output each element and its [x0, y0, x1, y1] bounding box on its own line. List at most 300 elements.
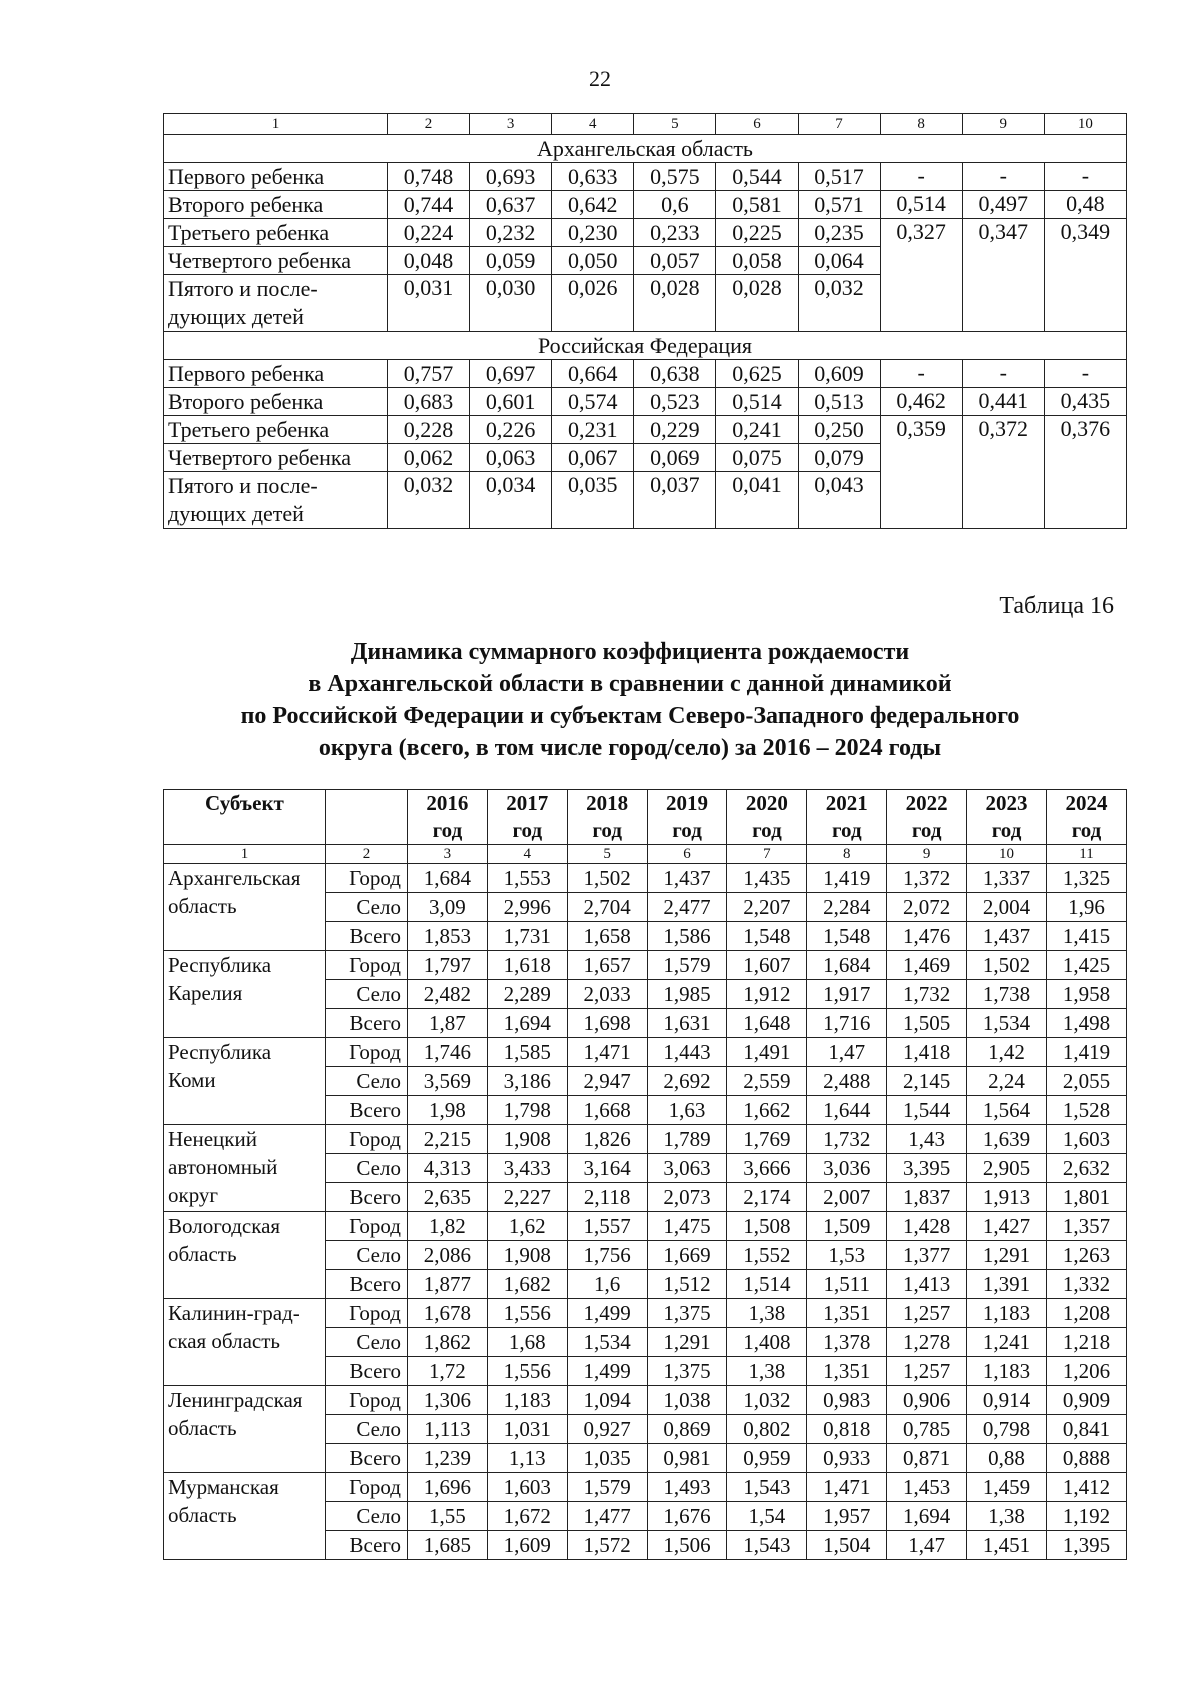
row-label: Пятого и после-дующих детей [164, 275, 388, 332]
cell-value: 1,68 [487, 1328, 567, 1357]
table-row [164, 360, 1127, 388]
cell-value: 1,502 [967, 951, 1047, 980]
column-number: 1 [164, 845, 326, 864]
row-label: Четвертого ребенка [164, 247, 388, 275]
row-label: Первого ребенка [164, 360, 388, 388]
cell-value: 1,469 [887, 951, 967, 980]
cell-value: 1,325 [1046, 864, 1126, 893]
cell-value: 1,579 [567, 1473, 647, 1502]
cell-value: 2,073 [647, 1183, 727, 1212]
year-header [487, 790, 567, 845]
table-row [164, 1125, 1127, 1154]
cell-value: 1,413 [887, 1270, 967, 1299]
cell-value: 1,648 [727, 1009, 807, 1038]
cell-value: - [880, 360, 962, 388]
cell-value: 2,482 [407, 980, 487, 1009]
cell-value: 0,034 [470, 472, 552, 529]
year-header [887, 790, 967, 845]
cell-value: 1,731 [487, 922, 567, 951]
cell-value: 1,543 [727, 1531, 807, 1560]
settlement-type: Город [325, 1038, 407, 1067]
year-word: год [832, 818, 862, 842]
cell-value: 0,693 [470, 163, 552, 191]
cell-value: 1,506 [647, 1531, 727, 1560]
table-row [164, 951, 1127, 980]
year-word: год [432, 818, 463, 842]
type-header [325, 790, 407, 845]
cell-value: 1,032 [727, 1386, 807, 1415]
cell-value: 1,564 [967, 1096, 1047, 1125]
cell-value: 1,669 [647, 1241, 727, 1270]
cell-value: 0,798 [967, 1415, 1047, 1444]
cell-value: 0,523 [634, 388, 716, 416]
cell-value: 0,757 [387, 360, 469, 388]
cell-value: 0,026 [552, 275, 634, 332]
table-title-line: Динамика суммарного коэффициента рождаемости [350, 639, 910, 665]
cell-value: 3,186 [487, 1067, 567, 1096]
cell-value: 3,395 [887, 1154, 967, 1183]
cell-value: 1,498 [1046, 1009, 1126, 1038]
settlement-type: Город [325, 1125, 407, 1154]
cell-value: 0,032 [798, 275, 880, 332]
cell-value: 1,618 [487, 951, 567, 980]
column-number: 5 [634, 114, 716, 135]
cell-value: 1,257 [887, 1299, 967, 1328]
cell-value: 2,004 [967, 893, 1047, 922]
cell-value: 0,030 [470, 275, 552, 332]
cell-value: 0,841 [1046, 1415, 1126, 1444]
cell-value: 1,756 [567, 1241, 647, 1270]
cell-value: 1,306 [407, 1386, 487, 1415]
settlement-type: Город [325, 1299, 407, 1328]
cell-value: 1,239 [407, 1444, 487, 1473]
cell-value: 1,62 [487, 1212, 567, 1241]
cell-value: - [1044, 360, 1126, 388]
cell-value: 0,064 [798, 247, 880, 275]
cell-value: 1,351 [807, 1357, 887, 1386]
cell-value: 0,376 [1044, 416, 1126, 529]
cell-value: 3,036 [807, 1154, 887, 1183]
cell-value: 0,232 [470, 219, 552, 247]
year-header [1046, 790, 1126, 845]
cell-value: 1,508 [727, 1212, 807, 1241]
cell-value: 1,425 [1046, 951, 1126, 980]
cell-value: 1,672 [487, 1502, 567, 1531]
cell-value: 1,644 [807, 1096, 887, 1125]
cell-value: 1,63 [647, 1096, 727, 1125]
cell-value: 0,037 [634, 472, 716, 529]
cell-value: 1,332 [1046, 1270, 1126, 1299]
cell-value: 1,451 [967, 1531, 1047, 1560]
subject-name: Калинин-град-ская область [164, 1299, 326, 1386]
column-number: 8 [807, 845, 887, 864]
settlement-type: Всего [325, 1009, 407, 1038]
cell-value: 1,443 [647, 1038, 727, 1067]
cell-value: - [962, 163, 1044, 191]
cell-value: 0,035 [552, 472, 634, 529]
table-title-line: по Российской Федерации и субъектам Северо-Западного федерального [240, 703, 1020, 729]
cell-value: 0,683 [387, 388, 469, 416]
cell-value: 0,933 [807, 1444, 887, 1473]
row-label: Третьего ребенка [164, 219, 388, 247]
cell-value: 3,433 [487, 1154, 567, 1183]
cell-value: 0,575 [634, 163, 716, 191]
cell-value: 2,174 [727, 1183, 807, 1212]
settlement-type: Село [325, 893, 407, 922]
settlement-type: Всего [325, 1531, 407, 1560]
cell-value: 0,079 [798, 444, 880, 472]
cell-value: 1,257 [887, 1357, 967, 1386]
cell-value: 0,697 [470, 360, 552, 388]
cell-value: 1,543 [727, 1473, 807, 1502]
cell-value: 0,050 [552, 247, 634, 275]
cell-value: 0,638 [634, 360, 716, 388]
cell-value: 1,437 [967, 922, 1047, 951]
cell-value: 1,657 [567, 951, 647, 980]
cell-value: 1,912 [727, 980, 807, 1009]
cell-value: 1,716 [807, 1009, 887, 1038]
cell-value: 0,075 [716, 444, 798, 472]
column-number: 3 [407, 845, 487, 864]
cell-value: 1,183 [967, 1299, 1047, 1328]
cell-value: 2,284 [807, 893, 887, 922]
cell-value: 0,517 [798, 163, 880, 191]
cell-value: 0,574 [552, 388, 634, 416]
subject-name: Ленинградская область [164, 1386, 326, 1473]
cell-value: 1,43 [887, 1125, 967, 1154]
cell-value: 1,38 [727, 1357, 807, 1386]
cell-value: 1,038 [647, 1386, 727, 1415]
cell-value: 2,632 [1046, 1154, 1126, 1183]
cell-value: 1,375 [647, 1357, 727, 1386]
cell-value: 1,853 [407, 922, 487, 951]
row-label: Третьего ребенка [164, 416, 388, 444]
cell-value: 1,471 [567, 1038, 647, 1067]
cell-value: 1,206 [1046, 1357, 1126, 1386]
cell-value: 1,47 [807, 1038, 887, 1067]
cell-value: 2,215 [407, 1125, 487, 1154]
cell-value: 2,905 [967, 1154, 1047, 1183]
cell-value: 2,055 [1046, 1067, 1126, 1096]
row-label: Пятого и после-дующих детей [164, 472, 388, 529]
cell-value: 1,035 [567, 1444, 647, 1473]
cell-value: 1,094 [567, 1386, 647, 1415]
table-row [164, 219, 1127, 247]
cell-value: 3,666 [727, 1154, 807, 1183]
cell-value: 3,09 [407, 893, 487, 922]
cell-value: 1,738 [967, 980, 1047, 1009]
cell-value: 1,96 [1046, 893, 1126, 922]
cell-value: 1,585 [487, 1038, 567, 1067]
cell-value: 1,556 [487, 1299, 567, 1328]
settlement-type: Село [325, 1502, 407, 1531]
table-row [164, 416, 1127, 444]
cell-value: 1,528 [1046, 1096, 1126, 1125]
cell-value: 1,183 [967, 1357, 1047, 1386]
cell-value: 1,241 [967, 1328, 1047, 1357]
cell-value: 0,231 [552, 416, 634, 444]
cell-value: 1,476 [887, 922, 967, 951]
cell-value: 1,684 [807, 951, 887, 980]
cell-value: 0,063 [470, 444, 552, 472]
column-number: 5 [567, 845, 647, 864]
cell-value: 1,678 [407, 1299, 487, 1328]
cell-value: 0,959 [727, 1444, 807, 1473]
cell-value: 0,871 [887, 1444, 967, 1473]
year-header [567, 790, 647, 845]
cell-value: 1,6 [567, 1270, 647, 1299]
cell-value: 1,38 [727, 1299, 807, 1328]
settlement-type: Село [325, 980, 407, 1009]
row-label: Первого ребенка [164, 163, 388, 191]
table-row [164, 388, 1127, 416]
column-number: 10 [1044, 114, 1126, 135]
cell-value: 1,557 [567, 1212, 647, 1241]
cell-value: 2,227 [487, 1183, 567, 1212]
cell-value: 0,241 [716, 416, 798, 444]
cell-value: 0,664 [552, 360, 634, 388]
cell-value: 1,696 [407, 1473, 487, 1502]
cell-value: 0,88 [967, 1444, 1047, 1473]
cell-value: 2,007 [807, 1183, 887, 1212]
cell-value: 1,631 [647, 1009, 727, 1038]
cell-value: 1,662 [727, 1096, 807, 1125]
cell-value: 1,471 [807, 1473, 887, 1502]
cell-value: 1,13 [487, 1444, 567, 1473]
cell-value: 1,113 [407, 1415, 487, 1444]
cell-value: 2,033 [567, 980, 647, 1009]
cell-value: 1,412 [1046, 1473, 1126, 1502]
table-row [164, 1038, 1127, 1067]
cell-value: 1,579 [647, 951, 727, 980]
cell-value: 1,395 [1046, 1531, 1126, 1560]
cell-value: 0,633 [552, 163, 634, 191]
cell-value: 1,42 [967, 1038, 1047, 1067]
year-header [807, 790, 887, 845]
cell-value: 1,419 [1046, 1038, 1126, 1067]
cell-value: 0,6 [634, 191, 716, 219]
cell-value: 1,415 [1046, 922, 1126, 951]
cell-value: 1,698 [567, 1009, 647, 1038]
cell-value: 2,559 [727, 1067, 807, 1096]
cell-value: 1,499 [567, 1357, 647, 1386]
cell-value: 0,609 [798, 360, 880, 388]
settlement-type: Село [325, 1241, 407, 1270]
cell-value: 1,668 [567, 1096, 647, 1125]
section-row [164, 332, 1127, 360]
cell-value: 2,118 [567, 1183, 647, 1212]
column-number: 7 [798, 114, 880, 135]
cell-value: 2,072 [887, 893, 967, 922]
cell-value: 0,906 [887, 1386, 967, 1415]
cell-value: 1,55 [407, 1502, 487, 1531]
cell-value: 1,789 [647, 1125, 727, 1154]
birth-order-table [163, 113, 1127, 529]
column-number-row [164, 114, 1127, 135]
cell-value: 1,437 [647, 864, 727, 893]
cell-value: 0,233 [634, 219, 716, 247]
cell-value: - [1044, 163, 1126, 191]
year-value: 2016 [426, 791, 469, 815]
cell-value: 1,732 [887, 980, 967, 1009]
cell-value: 0,250 [798, 416, 880, 444]
cell-value: 1,337 [967, 864, 1047, 893]
cell-value: 1,676 [647, 1502, 727, 1531]
section-title: Архангельская область [164, 135, 1127, 163]
cell-value: 1,908 [487, 1125, 567, 1154]
row-label: Второго ребенка [164, 191, 388, 219]
cell-value: 0,225 [716, 219, 798, 247]
year-header [407, 790, 487, 845]
year-value: 2021 [825, 791, 868, 815]
cell-value: 1,505 [887, 1009, 967, 1038]
subject-header: Субъект [164, 790, 326, 845]
subject-name: Архангельская область [164, 864, 326, 951]
cell-value: 0,914 [967, 1386, 1047, 1415]
cell-value: 0,048 [387, 247, 469, 275]
cell-value: 1,798 [487, 1096, 567, 1125]
settlement-type: Всего [325, 1270, 407, 1299]
cell-value: 0,571 [798, 191, 880, 219]
cell-value: 2,692 [647, 1067, 727, 1096]
settlement-type: Всего [325, 1357, 407, 1386]
cell-value: 3,063 [647, 1154, 727, 1183]
cell-value: 1,544 [887, 1096, 967, 1125]
cell-value: 1,375 [647, 1299, 727, 1328]
cell-value: 0,544 [716, 163, 798, 191]
cell-value: 1,862 [407, 1328, 487, 1357]
table-row [164, 864, 1127, 893]
settlement-type: Всего [325, 922, 407, 951]
table-row [164, 1212, 1127, 1241]
column-number: 11 [1046, 845, 1126, 864]
cell-value: 0,818 [807, 1415, 887, 1444]
cell-value: 0,625 [716, 360, 798, 388]
column-number: 4 [487, 845, 567, 864]
cell-value: 1,534 [967, 1009, 1047, 1038]
cell-value: 1,428 [887, 1212, 967, 1241]
cell-value: 2,086 [407, 1241, 487, 1270]
table-title-line: в Архангельской области в сравнении с данной динамикой [308, 671, 952, 697]
cell-value: 1,53 [807, 1241, 887, 1270]
cell-value: 0,041 [716, 472, 798, 529]
column-number: 10 [967, 845, 1047, 864]
cell-value: 3,164 [567, 1154, 647, 1183]
cell-value: 0,043 [798, 472, 880, 529]
column-number: 6 [647, 845, 727, 864]
cell-value: 1,499 [567, 1299, 647, 1328]
cell-value: 0,802 [727, 1415, 807, 1444]
cell-value: 1,586 [647, 922, 727, 951]
cell-value: 0,462 [880, 388, 962, 416]
cell-value: 0,981 [647, 1444, 727, 1473]
cell-value: 0,059 [470, 247, 552, 275]
cell-value: 1,917 [807, 980, 887, 1009]
cell-value: 1,419 [807, 864, 887, 893]
cell-value: 0,224 [387, 219, 469, 247]
settlement-type: Село [325, 1067, 407, 1096]
cell-value: 1,391 [967, 1270, 1047, 1299]
year-value: 2019 [666, 791, 709, 815]
cell-value: 0,327 [880, 219, 962, 332]
cell-value: 1,278 [887, 1328, 967, 1357]
cell-value: 1,031 [487, 1415, 567, 1444]
cell-value: 0,514 [716, 388, 798, 416]
year-header [727, 790, 807, 845]
cell-value: 0,028 [716, 275, 798, 332]
cell-value: 3,569 [407, 1067, 487, 1096]
cell-value: 0,028 [634, 275, 716, 332]
table-title [150, 636, 1110, 764]
cell-value: 2,24 [967, 1067, 1047, 1096]
cell-value: 1,509 [807, 1212, 887, 1241]
column-number: 1 [164, 114, 388, 135]
cell-value: 0,069 [634, 444, 716, 472]
cell-value: 1,183 [487, 1386, 567, 1415]
cell-value: 1,38 [967, 1502, 1047, 1531]
cell-value: 1,418 [887, 1038, 967, 1067]
cell-value: 1,291 [967, 1241, 1047, 1270]
column-number: 4 [552, 114, 634, 135]
cell-value: 0,48 [1044, 191, 1126, 219]
section-row [164, 135, 1127, 163]
cell-value: 1,218 [1046, 1328, 1126, 1357]
cell-value: 0,888 [1046, 1444, 1126, 1473]
table-row [164, 1473, 1127, 1502]
cell-value: 1,477 [567, 1502, 647, 1531]
cell-value: 1,572 [567, 1531, 647, 1560]
year-value: 2020 [745, 791, 788, 815]
cell-value: 1,491 [727, 1038, 807, 1067]
cell-value: 1,98 [407, 1096, 487, 1125]
settlement-type: Город [325, 1473, 407, 1502]
cell-value: 1,548 [727, 922, 807, 951]
cell-value: 1,453 [887, 1473, 967, 1502]
cell-value: 1,985 [647, 980, 727, 1009]
cell-value: 0,441 [962, 388, 1044, 416]
cell-value: 1,685 [407, 1531, 487, 1560]
subject-name: Республика Карелия [164, 951, 326, 1038]
cell-value: 0,235 [798, 219, 880, 247]
cell-value: 2,488 [807, 1067, 887, 1096]
cell-value: 1,459 [967, 1473, 1047, 1502]
cell-value: 1,511 [807, 1270, 887, 1299]
year-word: год [512, 818, 543, 842]
cell-value: 0,435 [1044, 388, 1126, 416]
settlement-type: Всего [325, 1096, 407, 1125]
cell-value: 1,378 [807, 1328, 887, 1357]
cell-value: 0,372 [962, 416, 1044, 529]
year-header-row [164, 790, 1127, 845]
cell-value: 1,377 [887, 1241, 967, 1270]
cell-value: 1,514 [727, 1270, 807, 1299]
cell-value: 0,785 [887, 1415, 967, 1444]
cell-value: 0,909 [1046, 1386, 1126, 1415]
table-title-line: округа (всего, в том числе город/село) за 2016 – 2024 годы [318, 735, 942, 761]
settlement-type: Всего [325, 1444, 407, 1473]
settlement-type: Город [325, 1212, 407, 1241]
cell-value: 1,534 [567, 1328, 647, 1357]
cell-value: 0,067 [552, 444, 634, 472]
cell-value: 1,658 [567, 922, 647, 951]
cell-value: 1,87 [407, 1009, 487, 1038]
year-value: 2022 [905, 791, 948, 815]
cell-value: 0,983 [807, 1386, 887, 1415]
cell-value: 2,996 [487, 893, 567, 922]
cell-value: 1,372 [887, 864, 967, 893]
cell-value: 1,797 [407, 951, 487, 980]
cell-value: 0,637 [470, 191, 552, 219]
